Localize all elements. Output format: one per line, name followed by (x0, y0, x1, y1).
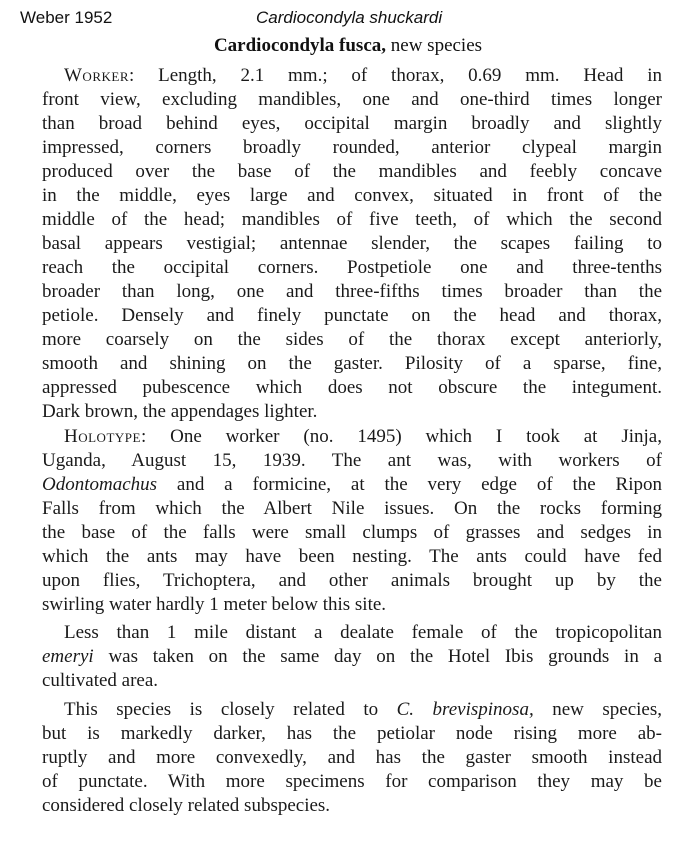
worker-line-8: basal appears vestigial; antennae slender, the scapes failing to (42, 233, 662, 254)
source-citation: Weber 1952 (20, 8, 113, 27)
worker-line-14: appressed pubescence which does not obscure the integument. (42, 377, 662, 398)
holotype-line-2: Uganda, August 15, 1939. The ant was, with workers of (42, 450, 662, 471)
genus-name: Odontomachus (42, 474, 158, 495)
species-status: new species (386, 35, 483, 56)
species-name: Cardiocondyla fusca, (213, 35, 387, 56)
worker-line-11: petiole. Densely and finely punctate on the head and thorax, (42, 305, 662, 326)
worker-line-9: reach the occipital corners. Postpetiole one and three-tenths (42, 257, 662, 278)
worker-line-3: than broad behind eyes, occipital margin broadly and slightly (42, 113, 662, 134)
holotype-line-5: the base of the falls were small clumps of grasses and sedges in (42, 522, 662, 543)
female-note-line-2: emeryi was taken on the same day on the Hotel Ibis grounds in a (42, 646, 662, 667)
worker-line-6: in the middle, eyes large and convex, situated in front of the (42, 185, 662, 206)
holotype-line-4: Falls from which the Albert Nile issues. On the rocks forming (42, 498, 662, 519)
worker-label: Worker (64, 65, 129, 86)
related-species: C. brevispinosa, (396, 699, 534, 720)
worker-line-2: front view, excluding mandibles, one and one-third times longer (42, 89, 662, 110)
worker-line-15: Dark brown, the appendages lighter. (42, 401, 318, 422)
holotype-line-6: which the ants may have been nesting. The ants could have fed (42, 546, 662, 567)
worker-line-1: Worker: Length, 2.1 mm.; of thorax, 0.69 mm. Head in (64, 65, 662, 86)
holotype-line-7: upon flies, Trichoptera, and other animals brought up by the (42, 570, 662, 591)
species-title (0, 35, 696, 57)
worker-line-4: impressed, corners broadly rounded, anterior clypeal margin (42, 137, 662, 158)
species-epithet: emeryi (42, 646, 94, 667)
worker-line-13: smooth and shining on the gaster. Pilosity of a sparse, fine, (42, 353, 662, 374)
comparison-line-1: This species is closely related to C. brevispinosa, new species, (64, 699, 662, 720)
current-species-name: Cardiocondyla shuckardi (256, 8, 443, 27)
worker-line-10: broader than long, one and three-fifths times broader than the (42, 281, 662, 302)
holotype-line-8: swirling water hardly 1 meter below this site. (42, 594, 387, 615)
female-note-line-3: cultivated area. (42, 670, 159, 691)
worker-line-7: middle of the head; mandibles of five teeth, of which the second (42, 209, 662, 230)
holotype-label: Holotype (64, 426, 141, 447)
holotype-line-3: Odontomachus and a formicine, at the very edge of the Ripon (42, 474, 662, 495)
worker-line-12: more coarsely on the sides of the thorax except anteriorly, (42, 329, 662, 350)
female-note-line-1: Less than 1 mile distant a dealate female of the tropicopolitan (64, 622, 662, 643)
comparison-line-5: considered closely related subspecies. (42, 795, 331, 816)
comparison-line-2: but is markedly darker, has the petiolar node rising more ab- (42, 723, 662, 744)
worker-line-5: produced over the base of the mandibles and feebly concave (42, 161, 662, 182)
holotype-line-1: Holotype: One worker (no. 1495) which I took at Jinja, (64, 426, 662, 447)
comparison-line-4: of punctate. With more specimens for comparison they may be (42, 771, 662, 792)
comparison-line-3: ruptly and more convexedly, and has the gaster smooth instead (42, 747, 662, 768)
